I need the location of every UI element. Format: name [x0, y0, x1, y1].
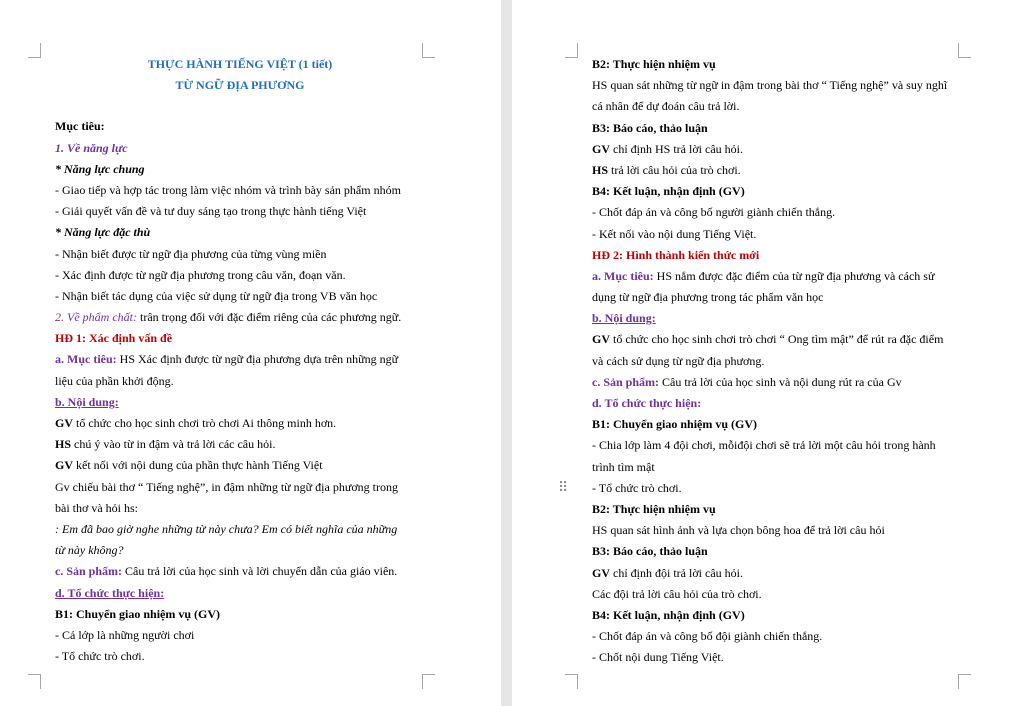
text-line — [55, 455, 425, 476]
text-line: dụng từ ngữ địa phương trong tác phẩm văn học — [592, 290, 824, 305]
text-line: và cách sử dụng từ ngữ địa phương. — [592, 353, 765, 368]
margin-mark-bottom-right — [422, 674, 435, 689]
text-span: kết nối với nội dung của phần thực hành Tiếng Việt — [73, 458, 323, 473]
gv-label: GV — [55, 458, 73, 473]
text-line: trình tìm mật — [592, 459, 655, 474]
text-line: HS quan sát hình ảnh và lựa chọn bông hoa để trả lời câu hỏi — [592, 523, 885, 538]
hs-label: HS — [55, 437, 72, 452]
objectives-heading: Mục tiêu: — [55, 119, 105, 134]
content-label: b. Nội dung: — [592, 311, 656, 326]
text-line: - Giải quyết vấn đề và tư duy sáng tạo trong thực hành tiếng Việt — [55, 204, 367, 219]
page-right-body[interactable] — [592, 54, 972, 668]
objective-label: a. Mục tiêu: — [592, 268, 654, 283]
text-line: cá nhân để dự đoán câu trả lời. — [592, 99, 740, 114]
activity-1-heading: HĐ 1: Xác định vấn đề — [55, 331, 173, 346]
text-line: - Giao tiếp và hợp tác trong làm việc nhóm và trình bày sản phẩm nhóm — [55, 182, 401, 197]
text-line: - Chốt đáp án và công bố người giành chiến thắng. — [592, 205, 836, 220]
qualities-line — [55, 307, 425, 328]
product-label: c. Sản phẩm: — [55, 564, 123, 579]
text-line: - Tổ chức trò chơi. — [55, 649, 145, 664]
document-page-left — [0, 0, 501, 706]
margin-mark-bottom-right — [958, 674, 971, 689]
objective-line — [55, 349, 425, 370]
step-heading: B3: Báo cáo, thảo luận — [592, 120, 708, 135]
step-heading: B1: Chuyển giao nhiệm vụ (GV) — [55, 606, 221, 621]
page-left-body[interactable] — [55, 54, 425, 667]
product-text: Câu trả lời của học sinh và nội dung rút ra của Gv — [659, 374, 902, 389]
objective-label: a. Mục tiêu: — [55, 352, 117, 367]
text-line: - Cả lớp là những người chơi — [55, 627, 195, 642]
text-line: - Chốt đáp án và công bố đội giành chiến thắng. — [592, 629, 823, 644]
product-label: c. Sản phẩm: — [592, 374, 660, 389]
organization-label: d. Tổ chức thực hiện: — [55, 585, 165, 600]
margin-mark-top-left — [28, 43, 41, 58]
hs-label: HS — [592, 162, 609, 177]
document-title: THỰC HÀNH TIẾNG VIỆT (1 tiết) — [147, 57, 333, 71]
text-span: tổ chức cho học sinh chơi trò chơi Ai thông minh hơn. — [73, 416, 337, 430]
gv-label: GV — [592, 332, 610, 347]
text-line — [55, 434, 425, 455]
text-span: chú ý vào từ in đậm và trả lời các câu hỏi. — [71, 437, 276, 452]
competence-heading: 1. Về năng lực — [55, 140, 128, 155]
step-heading: B2: Thực hiện nhiệm vụ — [592, 57, 716, 71]
gv-label: GV — [592, 141, 610, 156]
margin-mark-bottom-left — [28, 674, 41, 689]
text-line — [592, 139, 972, 160]
margin-mark-bottom-left — [565, 674, 578, 689]
question-line: : Em đã bao giờ nghe những từ này chưa? Em có biết nghĩa của những — [55, 521, 398, 536]
text-line: - Nhận biết được từ ngữ địa phương của từng vùng miền — [55, 246, 327, 261]
document-subtitle: TỪ NGỮ ĐỊA PHƯƠNG — [175, 78, 305, 93]
step-heading: B4: Kết luận, nhận định (GV) — [592, 607, 745, 622]
text-line: - Kết nối vào nội dung Tiếng Việt. — [592, 226, 757, 241]
product-line — [55, 561, 425, 582]
step-heading: B2: Thực hiện nhiệm vụ — [592, 501, 716, 516]
text-line: HS quan sát những từ ngữ in đậm trong bài thơ “ Tiếng nghệ” và suy nghĩ — [592, 78, 948, 93]
gv-label: GV — [55, 416, 73, 430]
step-heading: B1: Chuyển giao nhiệm vụ (GV) — [592, 417, 758, 432]
objective-text: HS Xác định được từ ngữ địa phương dựa trên những ngữ — [116, 352, 399, 367]
text-line: Gv chiếu bài thơ “ Tiếng nghệ”, in đậm những từ ngữ địa phương trong — [55, 479, 399, 494]
content-label: b. Nội dung: — [55, 394, 119, 409]
objective-text: HS nắm được đặc điểm của từ ngữ địa phương và cách sử — [653, 268, 935, 283]
margin-mark-top-left — [565, 43, 578, 58]
text-line: bài thơ và hỏi hs: — [55, 500, 139, 515]
step-heading: B3: Báo cáo, thảo luận — [592, 544, 708, 559]
general-competence-heading: * Năng lực chung — [55, 161, 145, 176]
text-span: trả lời câu hỏi của trò chơi. — [608, 162, 741, 177]
text-line: Các đội trả lời câu hỏi của trò chơi. — [592, 586, 762, 601]
qualities-label: 2. Về phẩm chất: — [55, 310, 137, 325]
objective-line — [592, 266, 972, 287]
organization-label: d. Tổ chức thực hiện: — [592, 396, 702, 410]
text-line: liệu của phần khởi động. — [55, 373, 174, 388]
text-line — [592, 563, 972, 584]
product-text: Câu trả lời của học sinh và lời chuyển dẫn của giáo viên. — [122, 564, 398, 579]
text-span: chỉ định HS trả lời câu hỏi. — [610, 141, 743, 156]
text-line — [55, 413, 425, 434]
text-line — [592, 160, 972, 181]
step-heading: B4: Kết luận, nhận định (GV) — [592, 184, 745, 199]
activity-2-heading: HĐ 2: Hình thành kiến thức mới — [592, 247, 760, 262]
question-line: từ này không? — [55, 543, 124, 558]
text-line: - Tổ chức trò chơi. — [592, 480, 682, 495]
text-span: chỉ định đội trả lời câu hỏi. — [610, 565, 743, 580]
text-span: tổ chức cho học sinh chơi trò chơi “ Ong tìm mật” để rút ra đặc điểm — [610, 332, 944, 347]
qualities-text: trân trọng đối với đặc điểm riêng của các phương ngữ. — [136, 310, 402, 325]
product-line — [592, 372, 972, 393]
document-page-right — [512, 0, 1013, 706]
text-line: - Chốt nội dung Tiếng Việt. — [592, 650, 724, 665]
text-line — [592, 329, 972, 350]
specific-competence-heading: * Năng lực đặc thù — [55, 225, 151, 240]
text-line: - Nhận biết tác dụng của việc sử dụng từ ngữ địa trong VB văn học — [55, 288, 378, 303]
gv-label: GV — [592, 565, 610, 580]
text-line: - Chia lớp làm 4 đội chơi, mỗiđội chơi sẽ trả lời một câu hỏi trong hành — [592, 438, 936, 453]
text-line: - Xác định được từ ngữ địa phương trong câu văn, đoạn văn. — [55, 267, 346, 282]
drag-handle-icon[interactable]: ⠿ — [558, 480, 570, 496]
